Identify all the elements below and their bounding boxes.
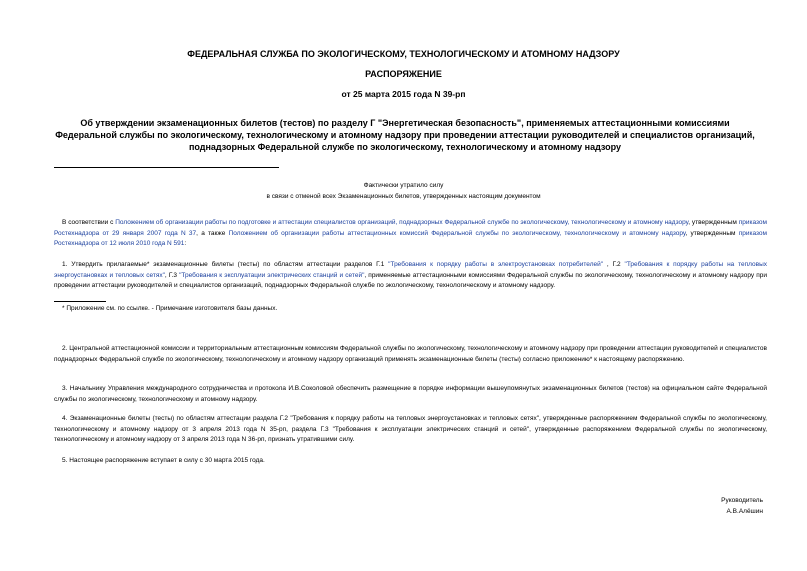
text: : [184, 240, 187, 247]
text: , Г.3 [164, 271, 180, 279]
text: , Г.2 [603, 261, 625, 268]
link-section-g3[interactable]: "Требования к эксплуатации электрических станций и сетей" [179, 271, 365, 279]
footnote-divider [54, 301, 106, 302]
document-date: от 25 марта 2015 года N 39-рп [341, 89, 466, 99]
issuing-organization: ФЕДЕРАЛЬНАЯ СЛУЖБА ПО ЭКОЛОГИЧЕСКОМУ, ТЕХНОЛОГИЧЕСКОМУ И АТОМНОМУ НАДЗОРУ [187, 49, 620, 59]
document-type: РАСПОРЯЖЕНИЕ [365, 69, 442, 79]
text: В соответствии с [62, 219, 116, 226]
signatory-name: А.В.Алёшин [726, 508, 763, 515]
text: , утвержденным [685, 229, 739, 237]
text: , утвержденным [688, 219, 739, 226]
link-section-g2[interactable]: "Требования к порядку работы на тепловых энергоустановках и тепловых сетях" [54, 261, 767, 279]
document-title: Об утверждении экзаменационных билетов (тестов) по разделу Г "Энергетическая безопасность", применяемых аттестационными комиссиями Федеральной службы по экологическому, технологическому и атомному надзору при проведении аттестации руководителей и специалистов организаций, поднадзорных Федеральной службе по экологическому, технологическому и атомному надзору [55, 118, 755, 152]
paragraph-item-3: 3. Начальнику Управления международного сотрудничества и протокола И.В.Соколовой обеспечить размещение в порядке информации вышеупомянутых экзаменационных билетов (тестов) на официальном сайте Федеральной службы по экологическому, технологическому и атомному надзору. [54, 385, 767, 403]
divider [54, 167, 279, 168]
paragraph-item-4: 4. Экзаменационные билеты (тесты) по областям аттестации раздела Г.2 "Требования к порядку работы на тепловых энергоустановках и тепловых сетях", утвержденные распоряжением Федеральной службы по экологическому, технологическому и атомному надзору от 3 апреля 2013 года N 35-рп, раздела Г.3 "Требования к эксплуатации электрических станций и сетей", утвержденные распоряжением Федеральной службы по экологическому, технологическому и атомному надзору от 3 апреля 2013 года N 36-рп, признать утратившими силу. [54, 415, 767, 443]
paragraph-item-5: 5. Настоящее распоряжение вступает в силу с 30 марта 2015 года. [62, 457, 265, 464]
link-regulation-commissions[interactable]: Положением об организации работы аттестационных комиссий Федеральной службы по экологическому, технологическому и атомному надзору [228, 229, 686, 237]
text: , а также [196, 229, 229, 237]
paragraph-item-2: 2. Центральной аттестационной комиссии и территориальным аттестационным комиссиям Федеральной службы по экологическому, технологическому и атомному надзору при проведении аттестации руководителей и специалистов поднадзорных Федеральной службе по экологическому, технологическому и атомному надзору организаций применять экзаменационные билеты (тесты) согласно приложению* к настоящему распоряжению. [54, 345, 767, 363]
signatory-role: Руководитель [721, 497, 763, 504]
paragraph-item-1 [54, 260, 767, 292]
status-note-detail: в связи с отменой всех Экзаменационных билетов, утвержденных настоящим документом [266, 193, 541, 200]
link-order-591[interactable]: приказом Ростехнадзора от 12 июля 2010 года N 591 [54, 229, 767, 247]
paragraph-preamble [54, 218, 767, 250]
link-regulation-training[interactable]: Положением об организации работы по подготовке и аттестации специалистов организаций, поднадзорных Федеральной службе по экологическому, технологическому и атомному надзору [115, 219, 689, 226]
status-note: Фактически утратило силу [363, 182, 444, 189]
footnote: * Приложение см. по ссылке. - Примечание изготовителя базы данных. [62, 305, 278, 312]
link-section-g1[interactable]: "Требования к порядку работы в электроустановках потребителей" [388, 261, 604, 268]
text: , применяемые аттестационными комиссиями Федеральной службы по экологическому, технологическому и атомному надзору при проведении аттестации руководителей и специалистов организаций, поднадзорных Федеральной службе по экологическому, технологическому и атомному надзору. [54, 271, 767, 289]
text: 1. Утвердить прилагаемые* экзаменационные билеты (тесты) по областям аттестации разделов Г.1 [62, 261, 389, 268]
link-order-37[interactable]: приказом Ростехнадзора от 29 января 2007 года N 37 [54, 219, 767, 237]
